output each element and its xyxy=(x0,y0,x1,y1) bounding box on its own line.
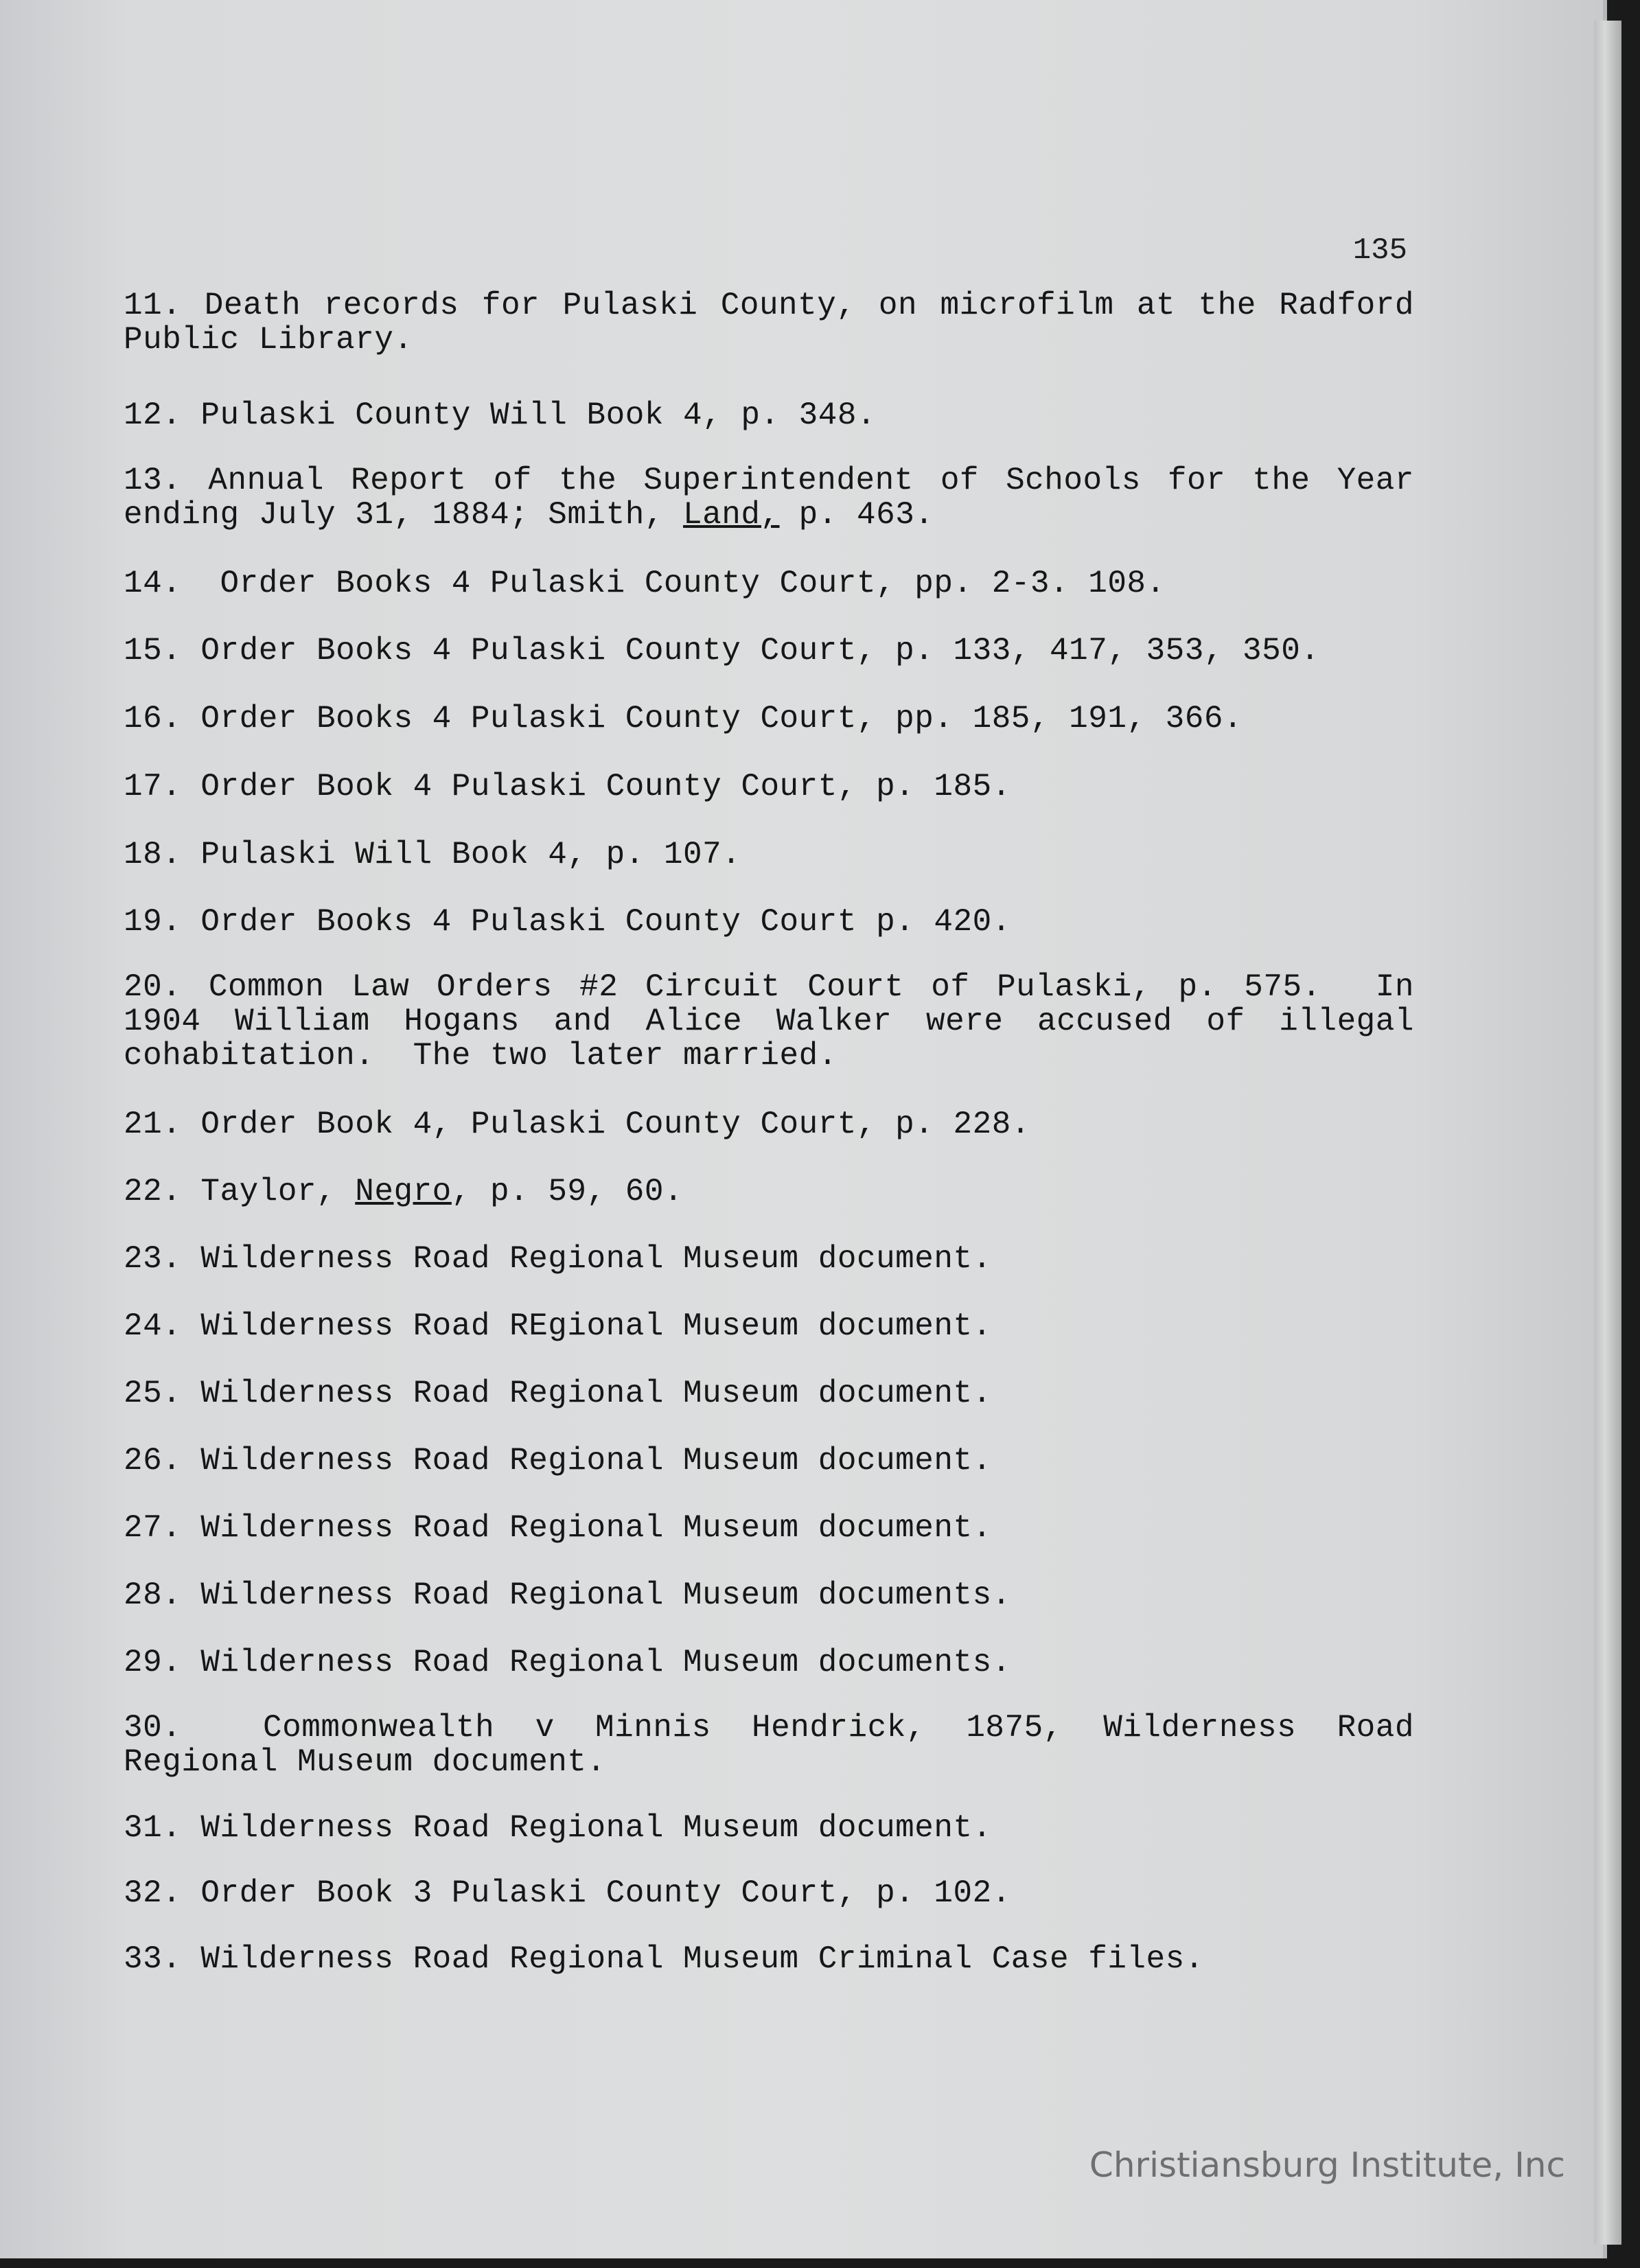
endnote-31: 31. Wilderness Road Regional Museum document. xyxy=(124,1810,992,1846)
endnote-13-text: 13. Annual Report of the Superintendent of Schools for the Year ending July 31, 1884; Smith, xyxy=(124,463,1434,533)
endnote-16: 16. Order Books 4 Pulaski County Court, pp. 185, 191, 366. xyxy=(124,701,1243,737)
endnote-22-page: , p. 59, 60. xyxy=(451,1174,684,1210)
page-edge xyxy=(1594,21,1621,2245)
endnote-23: 23. Wilderness Road Regional Museum document. xyxy=(124,1241,992,1277)
endnote-30: 30. Commonwealth v Minnis Hendrick, 1875, Wilderness Road Regional Museum document. xyxy=(124,1710,1434,1780)
endnote-22 xyxy=(124,1174,1414,1209)
endnote-20: 20. Common Law Orders #2 Circuit Court of Pulaski, p. 575. In 1904 William Hogans and Alice Walker were accused of illegal cohabitation. The two later married. xyxy=(124,969,1434,1074)
endnote-21: 21. Order Book 4, Pulaski County Court, p. 228. xyxy=(124,1107,1030,1142)
endnote-29: 29. Wilderness Road Regional Museum documents. xyxy=(124,1645,1011,1680)
endnote-13-title: Land, xyxy=(683,497,780,533)
endnote-33: 33. Wilderness Road Regional Museum Criminal Case files. xyxy=(124,1941,1204,1977)
endnote-25: 25. Wilderness Road Regional Museum document. xyxy=(124,1376,992,1411)
endnote-24: 24. Wilderness Road REgional Museum document. xyxy=(124,1308,992,1344)
endnote-18: 18. Pulaski Will Book 4, p. 107. xyxy=(124,837,741,872)
endnote-22-title: Negro xyxy=(355,1174,452,1210)
page-number: 135 xyxy=(1352,233,1407,268)
endnote-15: 15. Order Books 4 Pulaski County Court, p. 133, 417, 353, 350. xyxy=(124,633,1320,669)
endnote-13 xyxy=(124,463,1434,533)
endnote-19: 19. Order Books 4 Pulaski County Court p. 420. xyxy=(124,904,1011,940)
endnote-27: 27. Wilderness Road Regional Museum document. xyxy=(124,1510,992,1546)
endnote-12: 12. Pulaski County Will Book 4, p. 348. xyxy=(124,397,877,433)
endnote-28: 28. Wilderness Road Regional Museum documents. xyxy=(124,1577,1011,1613)
endnote-26: 26. Wilderness Road Regional Museum document. xyxy=(124,1443,992,1479)
endnote-17: 17. Order Book 4 Pulaski County Court, p. 185. xyxy=(124,769,1011,805)
endnote-13-page: p. 463. xyxy=(779,497,934,533)
watermark: Christiansburg Institute, Inc xyxy=(1089,2145,1565,2185)
endnote-32: 32. Order Book 3 Pulaski County Court, p. 102. xyxy=(124,1875,1011,1911)
endnote-14: 14. Order Books 4 Pulaski County Court, pp. 2-3. 108. xyxy=(124,566,1166,601)
endnote-22-text: 22. Taylor, xyxy=(124,1174,356,1210)
endnote-11: 11. Death records for Pulaski County, on microfilm at the Radford Public Library. xyxy=(124,288,1434,358)
